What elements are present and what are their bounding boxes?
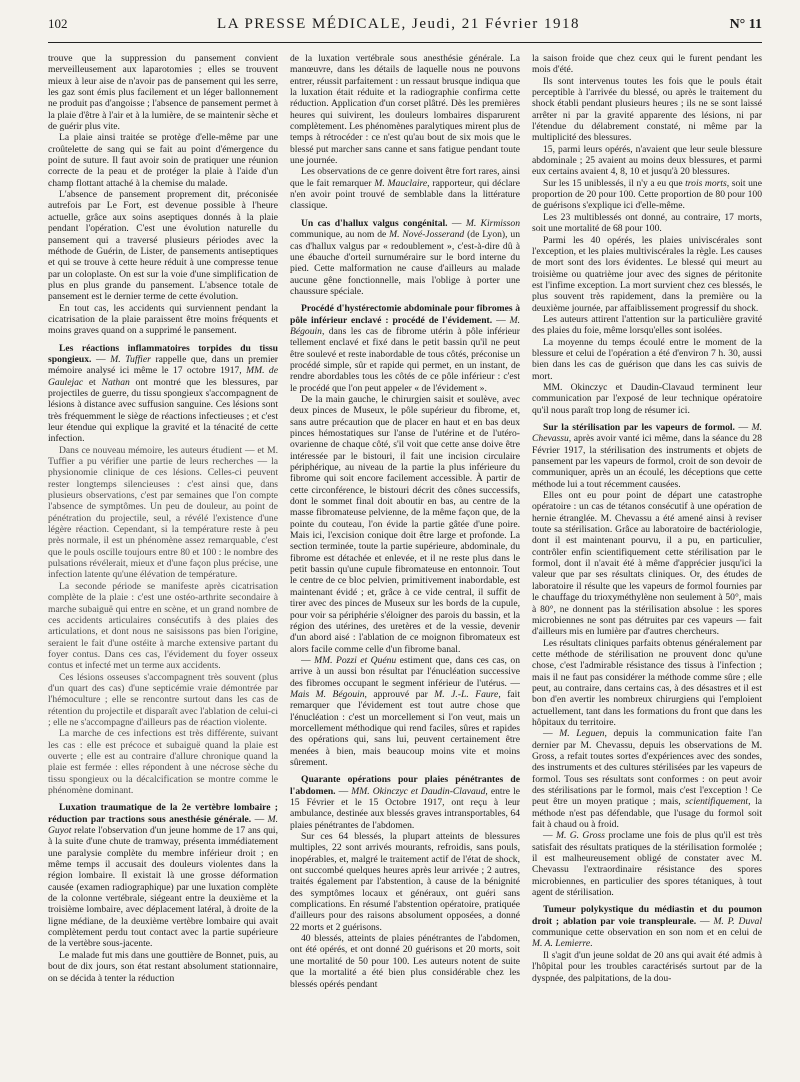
paragraph: de la luxation vertébrale sous anesthésie générale. La manœuvre, dans les détails de laquelle nous ne pouvons entrer, réussit parfaitement : un ressaut brusque indiqua que la luxation était réduite et la radiographie confirma cette réduction. Application d'un corset plâtré. Dès les premières heures qui suivirent, les douleurs lombaires disparurent complètement. Les phénomènes paralytiques mirent plus de temps à rétrocéder : ce n'est qu'au bout de six mois que le blessé put marcher sans canne et sans fatigue pendant toute une journée. <box>290 53 520 167</box>
section-title: Un cas d'hallux valgus congénital. <box>301 217 448 229</box>
paragraph: L'absence de pansement proprement dit, préconisée autrefois par Le Fort, est devenue possible à l'heure actuelle, grâce aux soins aseptiques donnés à la plaie pendant l'opération. C'est une évolution naturelle du pansement qui a traversé plusieurs périodes avec la méthode de Guérin, de Lister, de pansements antiseptiques et qui se trouve à cette heure réduit à une compresse tenue par un coloplaste. On est sur la voie d'une simplification de plus en plus grande du pansement. L'absence totale de pansement est le dernier terme de cette évolution. <box>48 189 278 303</box>
author: M. Kirmisson <box>465 217 520 229</box>
publication-title: LA PRESSE MÉDICALE, Jeudi, 21 Février 1918 <box>217 16 581 32</box>
author: M. J.-L. Faure <box>434 688 499 700</box>
author: Nathan <box>101 376 130 388</box>
author: MM. de Gaulejac <box>48 365 278 388</box>
paragraph: Il s'agit d'un jeune soldat de 20 ans qui avait été admis à l'hôpital pour les troubles caractérisés surtout par de la dyspnée, des palpitations, de la dou- <box>532 949 762 984</box>
paragraph: Parmi les 40 opérés, les plaies univiscérales sont l'exception, et les plaies multiviscérales la règle. Les causes de mort sont des lors évidentes. Le blessé qui meurt au troisième ou quatrième jour avec des signes de péritonite est l'infime exception. La mort survient chez ces blessés, le plus souvent très rapidement, dans la première ou la deuxième journée, par affaiblissement progressif du shock. <box>532 234 762 314</box>
paragraph: La plaie ainsi traitée se protège d'elle-même par une croûtelette de sang qui se fait au point d'émergence du point de suture. Il faut avoir soin de pratiquer une réunion correcte de la peau et de protéger la plaie à l'aide d'un champ flottant attaché à la chemise du malade. <box>48 132 278 189</box>
paragraph: Les résultats cliniques parfaits obtenus généralement par cette méthode de stérilisation ne prouvent donc qu'une chose, c'est l'admirable résistance des tissus à l'infection ; mais il ne faut pas considérer la méthode comme sûre ; elle peut, au contraire, dans certains cas, à des désastres et il est bon d'en avertir les nombreux chirurgiens qui l'emploient actuellement, tant dans les formations du front que dans les hôpitaux du territoire. <box>532 637 762 728</box>
paragraph: Ces lésions osseuses s'accompagnent très souvent (plus d'un quart des cas) d'une septicémie vraie démontrée par l'hémoculture ; elle se rencontre surtout dans les cas de rétention du projectile et disparaît avec l'ablation de celui-ci ; elle ne s'accompagne d'ailleurs pas de réaction violente. <box>48 671 278 728</box>
paragraph: Dans ce nouveau mémoire, les auteurs étudient — et M. Tuffier a pu vérifier une partie de leurs recherches — la physionomie clinique de ces lésions. Celles-ci peuvent rester longtemps silencieuses : c'est ainsi que, dans plusieurs observations, c'est par semaines que l'on compte l'absence de symptômes. Un peu de douleur, au point de pénétration du projectile, seul, a révélé l'existence d'une légère réaction. Cependant, si la température reste à peu près normale, il est un phénomène assez remarquable, c'est que le pouls oscille toujours entre 80 et 100 : le nombre des pulsations révélerait, mieux et d'une façon plus précise, une infection latente qu'une élévation de température. <box>48 444 278 581</box>
paragraph: Les observations de ce genre doivent être fort rares, ainsi que le fait remarquer M. Mauclaire, rapporteur, qui déclare n'en avoir point trouvé de semblable dans la littérature classique. <box>290 166 520 212</box>
author: M. Bégouin <box>290 314 520 337</box>
author: M. P. Duval <box>713 915 762 927</box>
author: M. Leguen <box>559 728 605 740</box>
section-title: Quarante opérations pour plaies pénétrantes de l'abdomen. <box>290 774 520 797</box>
paragraph: En tout cas, les accidents qui surviennent pendant la cicatrisation de la plaie paraissent être moins fréquents et moins graves quand on a supprimé le pansement. <box>48 302 278 337</box>
section-hallux-valgus: Un cas d'hallux valgus congénital. — M. Kirmisson communique, au nom de M. Nové-Josserand (de Lyon), un cas d'hallux valgus par « redoublement », c'est-à-dire dû à une ébauche d'orteil surnuméraire sur le bord interne du pied. Cette malformation ne cause d'ailleurs au malade aucune gêne fonctionnelle, mais l'oblige à porter une chaussure spéciale. <box>290 217 520 297</box>
section-title: Luxation traumatique de la 2e vertèbre lombaire ; réduction par tractions sous anesthésie générale. <box>48 802 278 825</box>
author: M. Mauclaire <box>374 177 428 189</box>
column-2 <box>290 53 520 1071</box>
page-header <box>48 16 762 43</box>
paragraph: La moyenne du temps écoulé entre le moment de la blessure et celui de l'opération a été d'environ 7 h. 30, aussi bien dans les cas de guérison que dans les cas suivis de mort. <box>532 336 762 382</box>
section-title: Les réactions inflammatoires torpides du tissu spongieux. <box>48 342 278 365</box>
author: MM. Okinczyc et Daudin-Clavaud <box>351 785 486 797</box>
author: Mais M. Bégouin <box>290 688 365 700</box>
column-1 <box>48 53 278 1071</box>
issue-number: N° 11 <box>729 17 762 32</box>
paragraph: MM. Okinczyc et Daudin-Clavaud terminent leur communication par l'exposé de leur technique opératoire qu'il nous paraît trop long de résumer ici. <box>532 381 762 416</box>
section-tumeur-mediastin: Tumeur polykystique du médiastin et du poumon droit ; ablation par voie transpleurale. — M. P. Duval communique cette observation en son nom et en celui de M. A. Lemierre. <box>532 904 762 950</box>
paragraph: La seconde période se manifeste après cicatrisation complète de la plaie : c'est une ostéo-arthrite secondaire à marche subaiguë qui entre en scène, et un grand nombre de ces accidents articulaires consécutifs à des plaies des articulations, et dont nous ne saisissons pas bien l'origine, seraient le fait d'une ostéite à marche extensive partant du foyer contus. Dans ces cas, l'évidement du foyer osseux contus et infecté met un terme aux accidents. <box>48 580 278 672</box>
page-number: 102 <box>48 16 68 31</box>
column-3 <box>532 53 762 1071</box>
author: M. A. Lemierre <box>532 938 591 950</box>
author: M. Guyot <box>48 813 278 837</box>
paragraph: la saison froide que chez ceux qui le furent pendant les mois d'été. <box>532 53 762 76</box>
section-hysterectomie: Procédé d'hystérectomie abdominale pour fibromes à pôle inférieur enclavé : procédé de l'évidement. — M. Bégouin, dans les cas de fibrome utérin à pôle inférieur tellement enclavé et fixé dans le petit bassin qu'il ne peut être soulevé et reste inabordable de tous côtés, préconise un procédé simple, sûr et rapide qui permet, en un instant, de rendre abordables tous les côtés de ce pôle inférieur : c'est le procédé que l'on peut appeler « de l'évidement ». <box>290 303 520 394</box>
author: M. Tuffier <box>110 353 151 365</box>
author: M. Nové-Josserand <box>389 229 465 241</box>
author: M. Chevassu <box>532 422 762 445</box>
paragraph: Ils sont intervenus toutes les fois que le pouls était perceptible à l'arrivée du blessé, ou après le traitement du shock établi pendant plusieurs heures ; ils ne se sont laissé arrêter ni par la gravité apparente des lésions, ni par l'étendue du délabrement constaté, ni même par la multiplicité des blessures. <box>532 75 762 144</box>
paragraph: trouve que la suppression du pansement convient merveilleusement aux laparotomies ; elles se trouvent mieux à leur aise de n'avoir pas de pansement qui les serre, les gaz sont émis plus facilement et un léger ballonnement ne produit pas d'angoisse ; l'absence de pansement permet à la plaie d'être à l'air et à la lumière, de se maintenir sèche et de guérir plus vite. <box>48 53 278 133</box>
paragraph: De la main gauche, le chirurgien saisit et soulève, avec deux pinces de Museux, le pôle supérieur du fibrome, et, sans autre précaution que de placer en haut et en bas deux pinces hémostatiques sur l'anse de l'utérine et de l'utéro-ovarienne de chaque côté, s'il voit que cette anse doive être intéressée par le bistouri, il fait une incision circulaire périphérique, au niveau de la partie la plus inférieure du fibrome qui soit encore facilement accessible. À partir de cette circonférence, le bistouri décrit des cônes successifs, dont le sommet final doit aboutir en bas, au centre de la masse fibromateuse pelvienne, de la même façon que, de la pointe du couteau, l'on évide la partie gâtée d'une poire. Mais ici, l'excision conique doit être large et profonde. La section terminée, toute la partie supérieure, abdominale, du fibrome est détachée et enlevée, et il ne reste plus dans le petit bassin qu'une cupule fibromateuse en entonnoir. Tout le centre de ce bloc pelvien, primitivement inabordable, est maintenant évidé ; et, grâce à ce vide central, il suffit de tirer avec des pinces de Museux sur les bords de la cupule, pour voir sa périphérie s'éloigner des parois du bassin, et la région des utérines, des uretères et de la vessie, devenir d'un abord aisé : l'ablation de ce moignon fibromateux est alors facile comme celle d'un fibrome banal. <box>290 393 520 655</box>
paragraph: — M. G. Gross proclame une fois de plus qu'il est très satisfait des résultats pratiques de la stérilisation formolée ; il est malheureusement obligé de constater avec M. Chevassu l'extraordinaire résistance des spores microbiennes, en particulier des spores tétaniques, à tout agent de stérilisation. <box>532 830 762 899</box>
section-title: Sur la stérilisation par les vapeurs de formol. <box>543 422 735 433</box>
section-luxation: Luxation traumatique de la 2e vertèbre lombaire ; réduction par tractions sous anesthésie générale. — M. Guyot relate l'observation d'un jeune homme de 17 ans qui, à la suite d'une chute de tramway, présenta immédiatement une paralysie complète du membre inférieur droit ; en même temps il accusait des douleurs violentes dans la région lombaire. Il existait là une grosse déformation causée (examen radiographique) par une luxation complète de la colonne vertébrale, siégeant entre la deuxième et la troisième lombaire, avec déplacement latéral, à droite de la ligne médiane, de la deuxième vertèbre lombaire qui avait complètement perdu tout contact avec la partie supérieure de la vertèbre sous-jacente. <box>48 802 278 950</box>
paragraph: Le malade fut mis dans une gouttière de Bonnet, puis, au bout de dix jours, son état restant absolument stationnaire, on se décida à tenter la réduction <box>48 949 278 984</box>
section-sterilisation: Sur la stérilisation par les vapeurs de formol. — M. Chevassu, après avoir vanté ici même, dans la séance du 28 Février 1917, la stérilisation des instruments et objets de pansement par les vapeurs de formol, croit de son devoir de communiquer, après un an écoulé, les déceptions que cette méthode lui a tout récemment causées. <box>532 422 762 490</box>
paragraph: 15, parmi leurs opérés, n'avaient que leur seule blessure abdominale ; 25 avaient au moins deux blessures, et parmi eux certains avaient 4, 8, 10 et jusqu'à 20 blessures. <box>532 143 762 178</box>
section-reactions: Les réactions inflammatoires torpides du tissu spongieux. — M. Tuffier rappelle que, dans un premier mémoire analysé ici même le 17 octobre 1917, MM. de Gaulejac et Nathan ont montré que les blessures, par projectiles de guerre, du tissu spongieux s'accompagnent de lésions à distance avec suffusion sanguine. Ces lésions sont très fréquemment le siège de réactions infectieuses ; et c'est leur étendue qui explique la gravité et la ténacité de cette infection. <box>48 342 278 445</box>
paragraph: — MM. Pozzi et Quénu estiment que, dans ces cas, on arrive à un aussi bon résultat par l'énucléation successive des fibromes occupant le segment inférieur de l'utérus. — Mais M. Bégouin, approuvé par M. J.-L. Faure, fait remarquer que l'évidement est tout autre chose que l'énucléation : c'est un morcellement si l'on veut, mais un morcellement méthodique qui rend faciles, sûres et rapides des opérations qui, sans lui, peuvent certainement être menées à bien, mais beaucoup moins vite et moins sûrement. <box>290 654 520 768</box>
section-title: Tumeur polykystique du médiastin et du poumon droit ; ablation par voie transpleurale. <box>532 904 762 927</box>
section-plaies-abdomen: Quarante opérations pour plaies pénétrantes de l'abdomen. — MM. Okinczyc et Daudin-Clavaud, entre le 15 Février et le 15 Octobre 1917, ont reçu à leur ambulance, destinée aux blessés graves intransportables, 64 plaies pénétrantes de l'abdomen. <box>290 774 520 831</box>
paragraph: La marche de ces infections est très différente, suivant les cas : elle est précoce et subaiguë quand la plaie est ouverte ; elle est au contraire d'allure chronique quand la plaie est fermée : elles répondent à une nécrose sèche du tissu spongieux ou la décalcification se montre comme le phénomène dominant. <box>48 728 278 796</box>
author: M. G. Gross <box>555 830 605 842</box>
author: MM. Pozzi et Quénu <box>314 654 397 666</box>
paragraph: — M. Leguen, depuis la communication faite l'an dernier par M. Chevassu, depuis les observations de M. Gross, a refait toutes sortes d'expériences avec des sondes, des instruments et des cultures stérilisées par les vapeurs de formol. Tous ses résultats sont conformes : on peut avoir des stérilisations par le formol, mais c'est l'exception ! Ce peut être un moyen pratique ; mais, scientifiquement, la méthode n'est pas défendable, que l'usage du formol soit fait à chaud ou à froid. <box>532 728 762 831</box>
paragraph: Les auteurs attirent l'attention sur la particulière gravité des plaies du foie, même lorsqu'elles sont isolées. <box>532 313 762 337</box>
paragraph: Les 23 multiblessés ont donné, au contraire, 17 morts, soit une mortalité de 68 pour 100. <box>532 211 762 235</box>
paragraph: Sur ces 64 blessés, la plupart atteints de blessures multiples, 22 sont arrivés mourants, refroidis, sans pouls, inopérables, et, malgré le traitement actif de l'état de shock, ont succombé quelques heures après leur arrivée ; 2 autres, traités également par l'abstention, à cause de la bénignité des symptômes locaux et généraux, ont guéri sans complications. En résumé l'abstention opératoire, pratiquée d'ailleurs pour des raisons absolument opposées, a donné 22 morts et 2 guérisons. <box>290 831 520 933</box>
paragraph: Elles ont eu pour point de départ une catastrophe opératoire : un cas de tétanos consécutif à une opération de hernie étranglée. M. Chevassu a été amené ainsi à reviser toute sa stérilisation. Grâce au laboratoire de bactériologie, dont il est maintenant pourvu, il a pu, en particulier, contrôler enfin scientifiquement cette stérilisation par le formol, dont il n'avait été à même d'apprécier jusqu'ici la valeur que par ses résultats cliniques. Or, des études de laboratoire il résulte que les vapeurs de formol fournies par le chauffage du trioxyméthylène non seulement à 50°, mais à 80°, ne donnent pas la stérilisation absolue : les spores microbiennes ne sont pas détruites par ces vapeurs — fait d'ailleurs mis en lumière par d'autres chercheurs. <box>532 490 762 638</box>
paragraph: 40 blessés, atteints de plaies pénétrantes de l'abdomen, ont été opérés, et ont donné 20 guérisons et 20 morts, soit une mortalité de 50 pour 100. Les auteurs notent de suite que la mortalité a été bien plus considérable chez les blessés opérés pendant <box>290 933 520 990</box>
section-title: Procédé d'hystérectomie abdominale pour fibromes à pôle inférieur enclavé : procédé de l'évidement. <box>290 303 520 326</box>
paragraph: Sur les 15 uniblessés, il n'y a eu que trois morts, soit une proportion de 20 pour 100. Cette proportion de 80 pour 100 de guérisons s'explique ici d'elle-même. <box>532 177 762 212</box>
article-columns <box>48 53 762 1071</box>
